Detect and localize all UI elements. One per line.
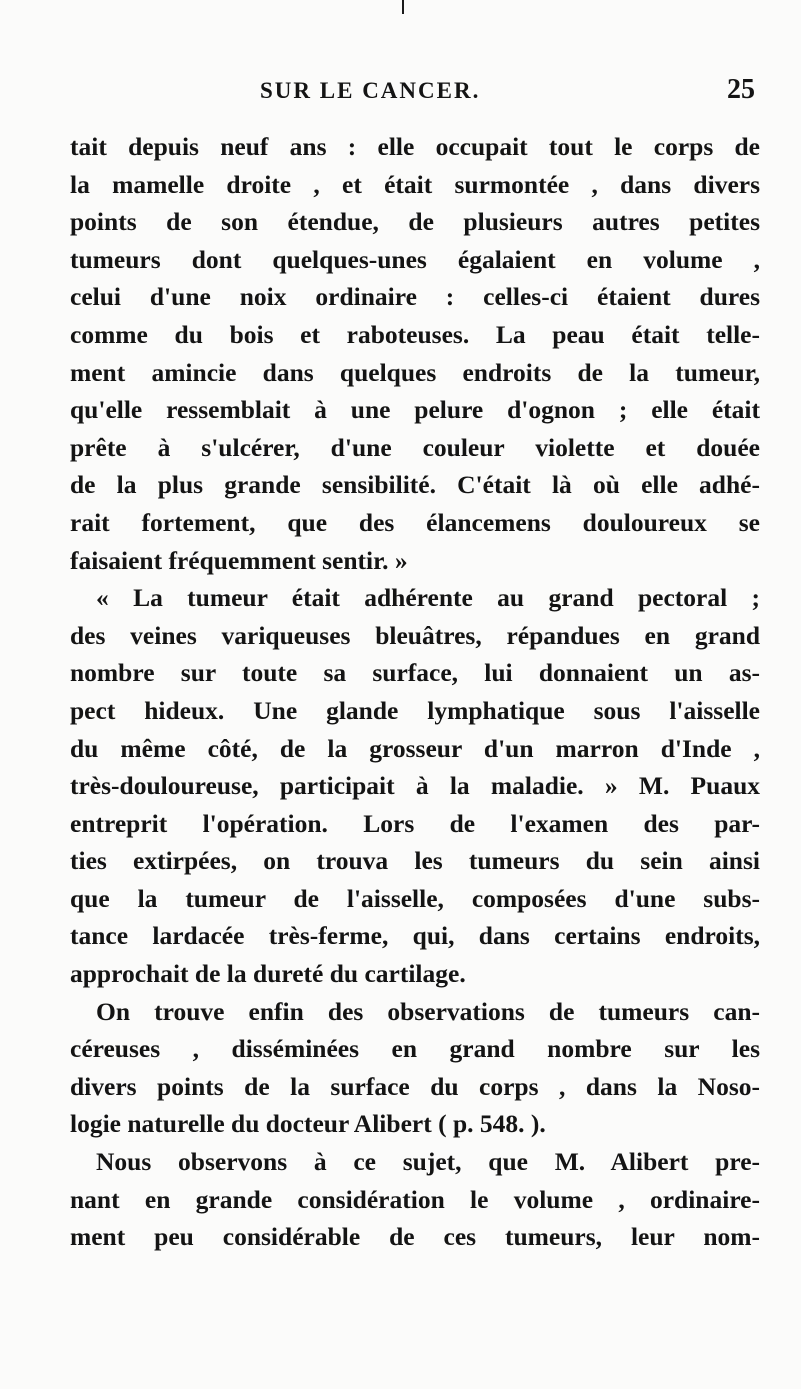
text-line: tumeurs dont quelques-unes égalaient en volume , [70,244,760,274]
text-line: rait fortement, que des élancemens douloureux se [70,507,760,537]
text-line: tance lardacée très-ferme, qui, dans certains endroits, [70,921,760,951]
top-edge-mark [402,0,404,14]
text-line: que la tumeur de l'aisselle, composées d'une subs- [70,883,760,913]
text-line: celui d'une noix ordinaire : celles-ci étaient dures [70,282,760,312]
text-line: On trouve enfin des observations de tumeurs can- [96,996,760,1026]
text-line: logie naturelle du docteur Alibert ( p. 548. ). [70,1109,546,1139]
text-line: entreprit l'opération. Lors de l'examen des par- [70,808,760,838]
text-line: Nous observons à ce sujet, que M. Alibert pre- [96,1147,760,1177]
text-line: nombre sur toute sa surface, lui donnaient un as- [70,658,760,688]
page-number: 25 [727,74,755,105]
text-line: points de son étendue, de plusieurs autres petites [70,207,760,237]
running-head: SUR LE CANCER. [260,78,481,103]
text-line: comme du bois et raboteuses. La peau était telle- [70,319,760,349]
text-line: très-douloureuse, participait à la maladie. » M. Puaux [70,771,760,801]
text-line: prête à s'ulcérer, d'une couleur violette et douée [70,432,760,462]
text-line: nant en grande considération le volume , ordinaire- [70,1184,760,1214]
text-line: de la plus grande sensibilité. C'était là où elle adhé- [70,470,760,500]
page-header [70,74,755,110]
text-line: la mamelle droite , et était surmontée , dans divers [70,169,760,199]
text-line: des veines variqueuses bleuâtres, répandues en grand [70,620,760,650]
text-line: céreuses , disséminées en grand nombre sur les [70,1034,760,1064]
text-line: divers points de la surface du corps , dans la Noso- [70,1071,760,1101]
text-line: qu'elle ressemblait à une pelure d'ognon ; elle était [70,395,760,425]
text-line: approchait de la dureté du cartilage. [70,959,466,989]
text-line: faisaient fréquemment sentir. » [70,545,408,575]
text-line: « La tumeur était adhérente au grand pectoral ; [96,583,760,613]
text-line: pect hideux. Une glande lymphatique sous l'aisselle [70,695,760,725]
text-line: ment amincie dans quelques endroits de la tumeur, [70,357,760,387]
text-line: tait depuis neuf ans : elle occupait tout le corps de [70,132,760,161]
text-line: du même côté, de la grosseur d'un marron d'Inde , [70,733,760,763]
body-text [70,128,760,1256]
text-line: ties extirpées, on trouva les tumeurs du sein ainsi [70,846,760,876]
text-line: ment peu considérable de ces tumeurs, leur nom- [70,1222,760,1252]
